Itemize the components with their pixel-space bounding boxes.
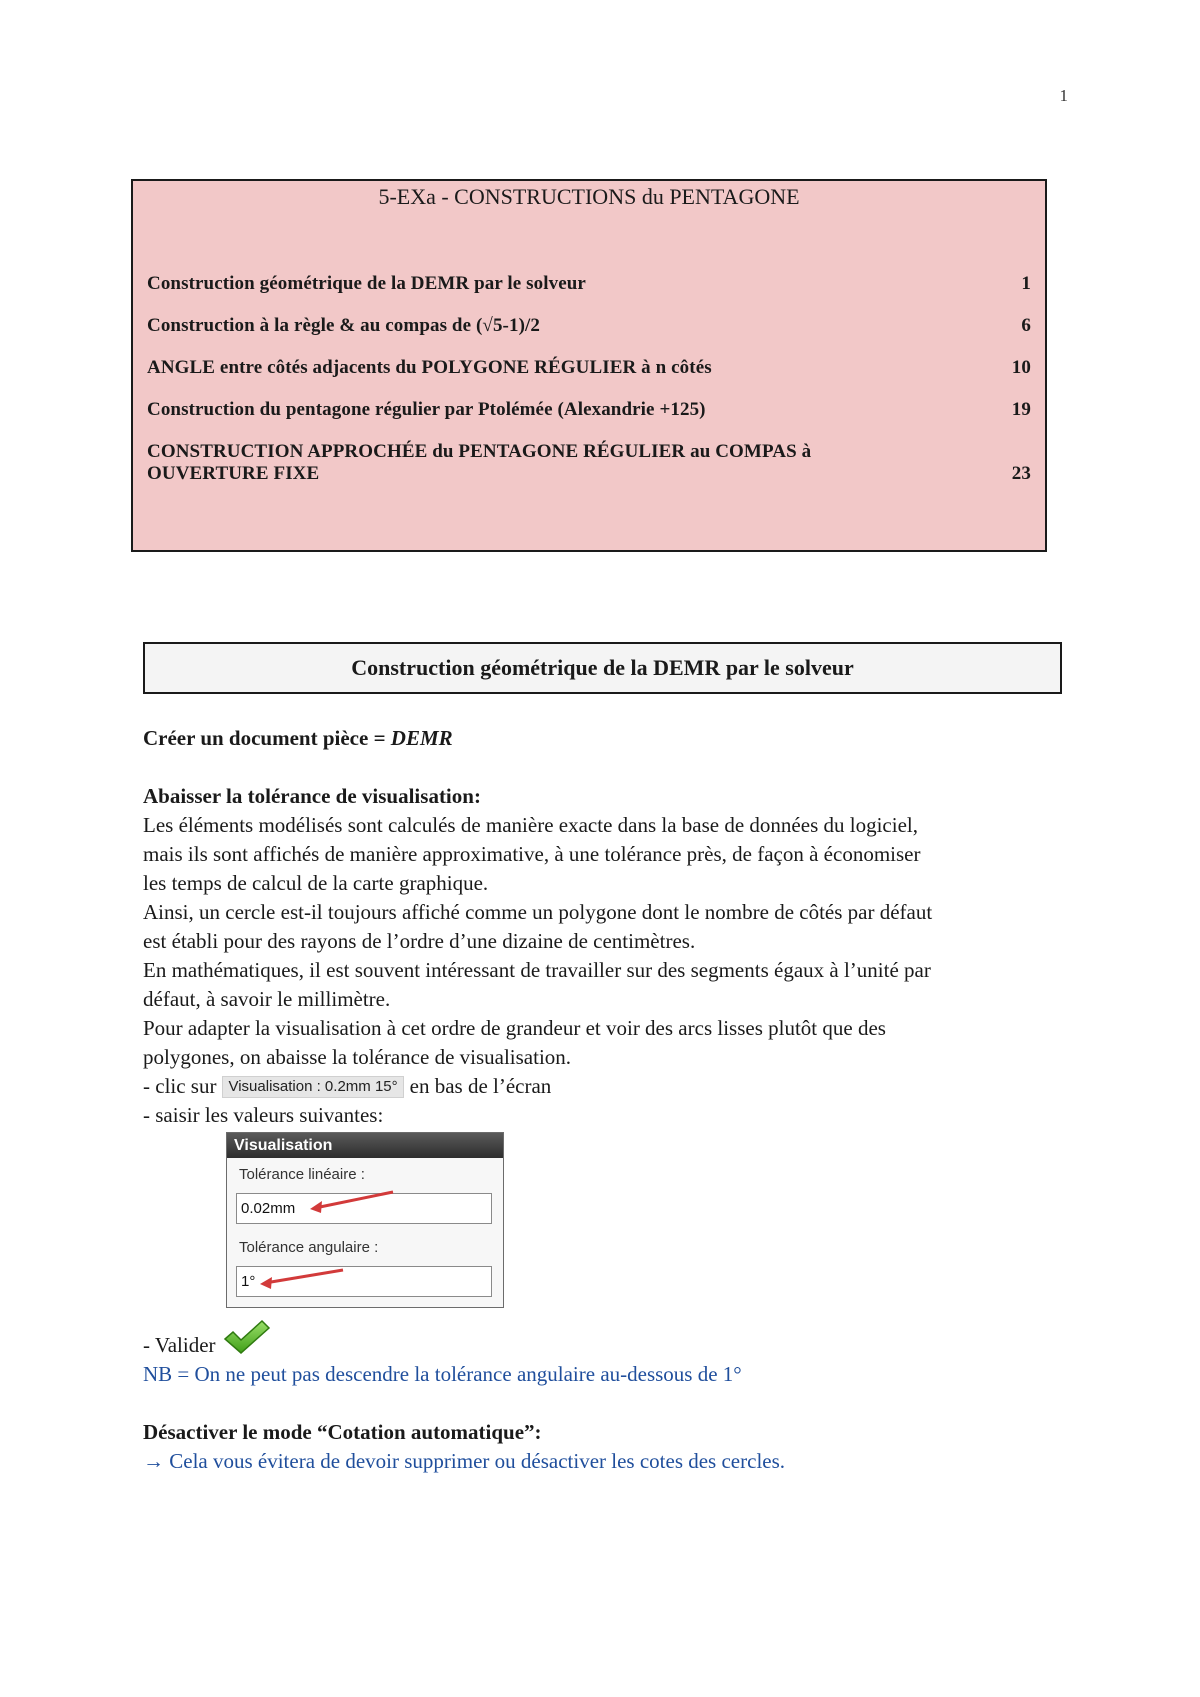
- validate-line: [143, 1318, 1063, 1360]
- toc-title: 5-EXa - CONSTRUCTIONS du PENTAGONE: [378, 184, 800, 209]
- paragraph-line: Ainsi, un cercle est-il toujours affiché comme un polygone dont le nombre de côtés par défaut: [143, 900, 933, 924]
- paragraph-line: défaut, à savoir le millimètre.: [143, 987, 391, 1011]
- linear-tolerance-label: Tolérance linéaire :: [239, 1166, 365, 1183]
- angular-tolerance-input[interactable]: 1°: [236, 1266, 492, 1297]
- paragraph-line: mais ils sont affichés de manière approximative, à une tolérance près, de façon à économiser: [143, 842, 921, 866]
- paragraph-line: est établi pour des rayons de l’ordre d’une dizaine de centimètres.: [143, 929, 696, 953]
- toc-item[interactable]: [147, 357, 1031, 379]
- paragraph-line: polygones, on abaisse la tolérance de visualisation.: [143, 1045, 572, 1069]
- toc-item-label: ANGLE entre côtés adjacents du POLYGONE RÉGULIER à n côtés: [147, 357, 712, 378]
- paragraph-line: les temps de calcul de la carte graphique.: [143, 871, 489, 895]
- auto-dimension-heading: Désactiver le mode “Cotation automatique”:: [143, 1420, 542, 1444]
- create-document-prefix: Créer un document pièce =: [143, 726, 391, 750]
- linear-tolerance-input[interactable]: 0.02mm: [236, 1193, 492, 1224]
- visualisation-panel: [226, 1132, 504, 1308]
- page-number: 1: [1059, 86, 1068, 105]
- paragraph-line: En mathématiques, il est souvent intéressant de travailler sur des segments égaux à l’unité par: [143, 958, 931, 982]
- click-step-line: [143, 1072, 1063, 1101]
- note-line: NB = On ne peut pas descendre la tolérance angulaire au-dessous de 1°: [143, 1362, 742, 1386]
- document-name: DEMR: [390, 726, 453, 750]
- auto-dimension-note: → Cela vous évitera de devoir supprimer ou désactiver les cotes des cercles.: [143, 1449, 786, 1473]
- toc-item-label-line: CONSTRUCTION APPROCHÉE du PENTAGONE RÉGULIER au COMPAS à: [147, 441, 812, 462]
- table-of-contents: [131, 179, 1047, 552]
- toc-item[interactable]: [147, 273, 1031, 295]
- tolerance-heading: Abaisser la tolérance de visualisation:: [143, 784, 481, 808]
- toc-item[interactable]: [147, 399, 1031, 421]
- toc-item-label: Construction à la règle & au compas de (√5-1)/2: [147, 315, 540, 336]
- section-content: [143, 724, 1063, 1476]
- toc-item-page: 1: [1021, 273, 1031, 294]
- click-step-suffix: en bas de l’écran: [409, 1074, 552, 1098]
- toc-item[interactable]: [147, 315, 1031, 337]
- section-header: Construction géométrique de la DEMR par le solveur: [143, 642, 1062, 694]
- toc-item-label-line: OUVERTURE FIXE: [147, 463, 320, 484]
- visualisation-status-button[interactable]: Visualisation : 0.2mm 15°: [222, 1076, 403, 1098]
- toc-item-label: Construction du pentagone régulier par Ptolémée (Alexandrie +125): [147, 399, 706, 420]
- toc-item-page: 10: [1011, 357, 1031, 378]
- toc-item[interactable]: [147, 441, 1031, 485]
- toc-item-label: Construction géométrique de la DEMR par le solveur: [147, 273, 586, 294]
- toc-item-page: 23: [1011, 463, 1031, 484]
- toc-item-label: [147, 441, 811, 485]
- create-document-line: [143, 724, 1063, 753]
- toc-item-page: 19: [1011, 399, 1031, 420]
- green-checkmark-icon[interactable]: [222, 1318, 272, 1356]
- enter-values-line: - saisir les valeurs suivantes:: [143, 1103, 384, 1127]
- paragraph-line: Les éléments modélisés sont calculés de manière exacte dans la base de données du logiciel,: [143, 813, 918, 837]
- visualisation-panel-title: Visualisation: [227, 1133, 503, 1158]
- validate-label: - Valider: [143, 1333, 216, 1357]
- toc-item-page: 6: [1021, 315, 1031, 336]
- paragraph-line: Pour adapter la visualisation à cet ordre de grandeur et voir des arcs lisses plutôt que des: [143, 1016, 886, 1040]
- angular-tolerance-label: Tolérance angulaire :: [239, 1239, 379, 1256]
- click-step-prefix: - clic sur: [143, 1074, 217, 1098]
